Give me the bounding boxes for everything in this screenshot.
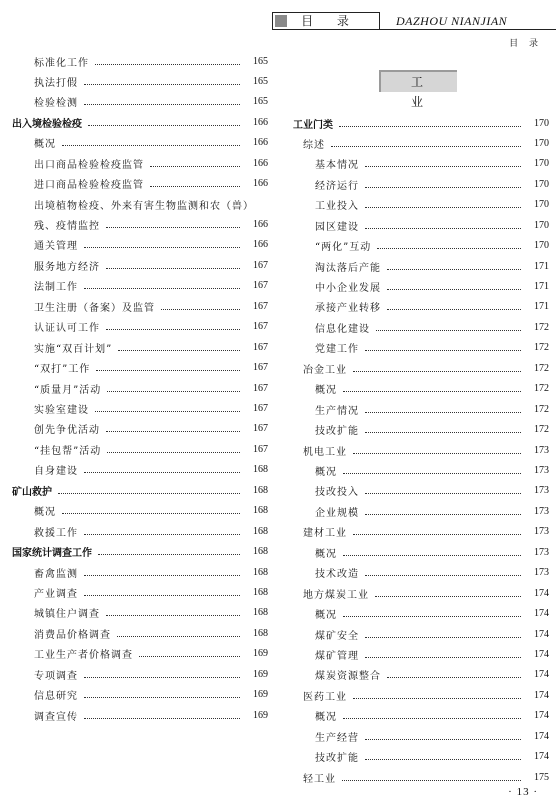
toc-entry — [303, 583, 549, 603]
toc-entry — [34, 235, 268, 255]
dot-leader — [84, 677, 240, 678]
dot-leader — [343, 473, 521, 474]
toc-entry-title: 建材工业 — [303, 528, 347, 540]
toc-entry-page: 167 — [253, 300, 268, 312]
toc-entry-page: 170 — [534, 199, 549, 211]
toc-entry-page: 173 — [534, 464, 549, 476]
toc-entry-title: 标准化工作 — [34, 57, 89, 69]
toc-entry — [315, 747, 549, 767]
dot-leader — [353, 698, 521, 699]
toc-entry — [315, 665, 549, 685]
toc-entry-title: “质量月”活动 — [34, 384, 102, 396]
toc-entry-title: 技改扩能 — [315, 426, 359, 438]
dot-leader — [106, 615, 240, 616]
dot-leader — [150, 186, 240, 187]
toc-entry-page: 166 — [253, 239, 268, 251]
toc-entry — [34, 644, 268, 664]
toc-entry-page: 173 — [534, 444, 549, 456]
toc-entry-page: 165 — [253, 55, 268, 67]
toc-entry-page: 168 — [253, 484, 268, 496]
toc-entry-page: 174 — [534, 608, 549, 620]
toc-entry-page: 172 — [534, 362, 549, 374]
running-header — [272, 12, 556, 30]
toc-entry-page: 173 — [534, 546, 549, 558]
toc-entry — [34, 51, 268, 71]
toc-entry — [34, 398, 268, 418]
toc-entry — [34, 501, 268, 521]
toc-entry-title: 园区建设 — [315, 221, 359, 233]
toc-entry-page: 168 — [253, 525, 268, 537]
dot-leader — [84, 247, 240, 248]
dot-leader — [95, 64, 240, 65]
toc-entry-page: 167 — [253, 341, 268, 353]
toc-entry-page: 169 — [253, 709, 268, 721]
dot-leader — [353, 534, 521, 535]
dot-leader — [106, 329, 240, 330]
toc-entry — [315, 236, 549, 256]
dot-leader — [387, 309, 521, 310]
toc-entry-page: 170 — [534, 117, 549, 129]
toc-entry — [293, 113, 549, 133]
toc-entry-title: 矿山救护 — [12, 486, 52, 498]
toc-entry — [315, 420, 549, 440]
dot-leader — [161, 309, 240, 310]
toc-entry — [315, 379, 549, 399]
header-title-box — [272, 12, 380, 30]
dot-leader — [58, 493, 240, 494]
toc-entry — [34, 92, 268, 112]
toc-entry — [315, 542, 549, 562]
toc-entry-page: 174 — [534, 730, 549, 742]
toc-entry-title: 技术改造 — [315, 569, 359, 581]
toc-entry — [303, 767, 549, 787]
dot-leader — [95, 411, 240, 412]
toc-entry-title: 信息化建设 — [315, 323, 370, 335]
toc-entry — [315, 706, 549, 726]
toc-entry-title: 煤炭资源整合 — [315, 671, 381, 683]
toc-entry-page: 170 — [534, 158, 549, 170]
toc-entry-title: 医药工业 — [303, 691, 347, 703]
toc-entry-title: 概况 — [34, 507, 56, 519]
toc-entry-title: 实施“双百计划” — [34, 343, 113, 355]
toc-entry-title: 煤矿安全 — [315, 630, 359, 642]
toc-entry — [34, 337, 268, 357]
toc-entry-page: 167 — [253, 362, 268, 374]
toc-entry — [34, 215, 268, 235]
dot-leader — [377, 248, 521, 249]
toc-entry-title: 自身建设 — [34, 466, 78, 478]
dot-leader — [84, 575, 240, 576]
toc-entry-title: 基本情况 — [315, 160, 359, 172]
toc-entry-page: 168 — [253, 505, 268, 517]
toc-entry — [34, 133, 268, 153]
toc-entry-title: 救援工作 — [34, 527, 78, 539]
dot-leader — [106, 268, 240, 269]
toc-entry — [315, 399, 549, 419]
dot-leader — [84, 288, 240, 289]
toc-entry-title: 淘汰落后产能 — [315, 262, 381, 274]
dot-leader — [106, 227, 240, 228]
toc-entry-page: 174 — [534, 751, 549, 763]
toc-entry — [315, 154, 549, 174]
toc-entry — [34, 562, 268, 582]
toc-entry-title: 中小企业发展 — [315, 283, 381, 295]
dot-leader — [150, 166, 240, 167]
toc-entry — [34, 71, 268, 91]
toc-entry — [34, 685, 268, 705]
page-number: · 13 · — [508, 786, 538, 798]
toc-entry-page: 168 — [253, 607, 268, 619]
toc-entry-page: 167 — [253, 382, 268, 394]
toc-entry — [34, 276, 268, 296]
dot-leader — [84, 472, 240, 473]
dot-leader — [84, 104, 240, 105]
dot-leader — [96, 370, 240, 371]
toc-entry — [34, 623, 268, 643]
toc-entry — [34, 358, 268, 378]
toc-entry-page: 171 — [534, 301, 549, 313]
toc-entry — [303, 133, 549, 153]
toc-entry-title: 调查宣传 — [34, 711, 78, 723]
dot-leader — [342, 780, 521, 781]
toc-entry-page: 172 — [534, 342, 549, 354]
toc-entry-page: 174 — [534, 587, 549, 599]
toc-entry-page: 172 — [534, 321, 549, 333]
toc-entry — [315, 460, 549, 480]
toc-entry-title: 专项调查 — [34, 670, 78, 682]
toc-entry-page: 167 — [253, 443, 268, 455]
toc-entry — [34, 664, 268, 684]
toc-entry-title: “挂包帮”活动 — [34, 445, 102, 457]
dot-leader — [139, 656, 240, 657]
dot-leader — [365, 514, 521, 515]
toc-entry — [34, 255, 268, 275]
toc-entry-title: 生产情况 — [315, 405, 359, 417]
toc-entry-title: 畜禽监测 — [34, 568, 78, 580]
toc-entry-page: 173 — [534, 567, 549, 579]
toc-entry-page: 170 — [534, 219, 549, 231]
toc-entry — [34, 439, 268, 459]
toc-entry — [34, 153, 268, 173]
toc-entry-page: 165 — [253, 96, 268, 108]
dot-leader — [353, 453, 521, 454]
toc-entry — [315, 726, 549, 746]
toc-entry-title: 概况 — [315, 466, 337, 478]
toc-entry-title: 生产经营 — [315, 732, 359, 744]
toc-entry — [34, 460, 268, 480]
dot-leader — [84, 84, 240, 85]
toc-entry — [315, 481, 549, 501]
toc-entry-title: 概况 — [34, 139, 56, 151]
toc-entry-title: 煤矿管理 — [315, 650, 359, 662]
toc-entry-title: 残、疫情监控 — [34, 221, 100, 233]
toc-entry-title: 概况 — [315, 548, 337, 560]
toc-entry-title: 工业门类 — [293, 119, 333, 131]
toc-entry-page: 168 — [253, 586, 268, 598]
dot-leader — [339, 126, 521, 127]
toc-entry — [315, 215, 549, 235]
toc-entry-page: 169 — [253, 668, 268, 680]
toc-entry-page: 166 — [253, 178, 268, 190]
dot-leader — [365, 228, 521, 229]
toc-entry — [12, 112, 268, 132]
toc-entry-title: “双打”工作 — [34, 364, 91, 376]
dot-leader — [365, 739, 521, 740]
toc-entry-title: 城镇住户调查 — [34, 609, 100, 621]
dot-leader — [84, 595, 240, 596]
dot-leader — [84, 697, 240, 698]
toc-entry-title: 地方煤炭工业 — [303, 589, 369, 601]
toc-entry — [34, 317, 268, 337]
dot-leader — [343, 555, 521, 556]
toc-entry — [34, 194, 268, 214]
toc-entry — [315, 501, 549, 521]
toc-entry-page: 175 — [534, 771, 549, 783]
dot-leader — [387, 269, 521, 270]
toc-entry-title: 产业调查 — [34, 588, 78, 600]
toc-entry-title: 认证认可工作 — [34, 323, 100, 335]
dot-leader — [343, 616, 521, 617]
toc-entry-page: 172 — [534, 424, 549, 436]
dot-leader — [343, 718, 521, 719]
toc-entry-page: 170 — [534, 240, 549, 252]
toc-entry-page: 167 — [253, 321, 268, 333]
toc-entry — [315, 624, 549, 644]
toc-entry-title: 法制工作 — [34, 282, 78, 294]
toc-entry-title: 进口商品检验检疫监管 — [34, 180, 144, 192]
toc-entry-title: 承接产业转移 — [315, 303, 381, 315]
toc-entry-title: 卫生注册（备案）及监管 — [34, 302, 155, 314]
header-sub-label: 目 录 — [509, 39, 542, 49]
toc-entry — [315, 174, 549, 194]
toc-entry-page: 172 — [534, 403, 549, 415]
toc-entry — [303, 440, 549, 460]
toc-entry-page: 173 — [534, 526, 549, 538]
toc-entry — [34, 174, 268, 194]
toc-entry-title: 概况 — [315, 712, 337, 724]
dot-leader — [84, 534, 240, 535]
dot-leader — [375, 596, 521, 597]
toc-entry-page: 170 — [534, 178, 549, 190]
toc-entry — [34, 705, 268, 725]
toc-entry-page: 167 — [253, 280, 268, 292]
dot-leader — [84, 718, 240, 719]
toc-entry-page: 168 — [253, 566, 268, 578]
toc-entry-page: 171 — [534, 281, 549, 293]
toc-entry-page: 170 — [534, 137, 549, 149]
toc-entry — [315, 297, 549, 317]
toc-entry — [315, 317, 549, 337]
dot-leader — [365, 432, 521, 433]
toc-entry-page: 168 — [253, 546, 268, 558]
toc-entry — [12, 480, 268, 500]
toc-entry-page: 169 — [253, 689, 268, 701]
dot-leader — [365, 166, 521, 167]
dot-leader — [365, 657, 521, 658]
dot-leader — [117, 636, 240, 637]
toc-entry-page: 166 — [253, 157, 268, 169]
dot-leader — [331, 146, 521, 147]
toc-entry-title: 出入境检验检疫 — [12, 118, 82, 130]
toc-entry-page: 174 — [534, 710, 549, 722]
toc-entry-title: 技改投入 — [315, 487, 359, 499]
dot-leader — [106, 431, 240, 432]
dot-leader — [365, 412, 521, 413]
toc-entry-page: 174 — [534, 669, 549, 681]
toc-entry-title: 实验室建设 — [34, 404, 89, 416]
toc-entry — [315, 277, 549, 297]
dot-leader — [343, 391, 521, 392]
dot-leader — [365, 350, 521, 351]
header-title-en: DAZHOU NIANJIAN — [396, 14, 508, 28]
toc-entry-title: 企业规模 — [315, 507, 359, 519]
toc-entry-title: 信息研究 — [34, 691, 78, 703]
toc-entry-page: 172 — [534, 383, 549, 395]
toc-entry-page: 168 — [253, 627, 268, 639]
toc-entry-page: 174 — [534, 648, 549, 660]
toc-entry-title: 经济运行 — [315, 180, 359, 192]
toc-entry — [12, 542, 268, 562]
header-title: 目 录 — [301, 14, 359, 28]
toc-entry — [34, 603, 268, 623]
toc-entry-title: 创先争优活动 — [34, 425, 100, 437]
toc-entry — [315, 563, 549, 583]
toc-entry-title: 消费品价格调查 — [34, 629, 111, 641]
toc-entry — [315, 256, 549, 276]
dot-leader — [365, 575, 521, 576]
toc-entry-page: 171 — [534, 260, 549, 272]
dot-leader — [365, 207, 521, 208]
dot-leader — [62, 513, 240, 514]
toc-entry — [315, 338, 549, 358]
toc-entry-title: 服务地方经济 — [34, 261, 100, 273]
toc-entry — [303, 358, 549, 378]
toc-entry-title: 概况 — [315, 610, 337, 622]
header-rule — [380, 29, 556, 30]
toc-entry-title: 工业生产者价格调查 — [34, 650, 133, 662]
toc-entry-title: 出境植物检疫、外来有害生物监测和农（兽） — [34, 200, 254, 212]
toc-entry-page: 166 — [253, 116, 268, 128]
dot-leader — [88, 125, 240, 126]
toc-entry-page: 167 — [253, 402, 268, 414]
dot-leader — [98, 554, 240, 555]
dot-leader — [365, 187, 521, 188]
dot-leader — [387, 677, 521, 678]
dot-leader — [365, 759, 521, 760]
toc-entry-title: 执法打假 — [34, 77, 78, 89]
toc-entry — [34, 521, 268, 541]
toc-entry-page: 174 — [534, 689, 549, 701]
toc-entry-page: 169 — [253, 648, 268, 660]
toc-entry-page: 173 — [534, 505, 549, 517]
toc-entry — [303, 685, 549, 705]
toc-entry-title: 技改扩能 — [315, 753, 359, 765]
toc-entry — [315, 195, 549, 215]
toc-entry — [34, 582, 268, 602]
toc-entry-title: 冶金工业 — [303, 364, 347, 376]
toc-entry — [315, 604, 549, 624]
toc-entry-title: 轻工业 — [303, 773, 336, 785]
dot-leader — [365, 493, 521, 494]
dot-leader — [107, 391, 240, 392]
toc-entry — [34, 378, 268, 398]
dot-leader — [353, 371, 521, 372]
dot-leader — [387, 289, 521, 290]
toc-entry — [303, 522, 549, 542]
dot-leader — [118, 350, 240, 351]
section-heading: 工 业 — [379, 70, 457, 92]
toc-entry-title: 机电工业 — [303, 446, 347, 458]
toc-entry-title: 通关管理 — [34, 241, 78, 253]
toc-entry-page: 166 — [253, 137, 268, 149]
toc-entry-title: 概况 — [315, 385, 337, 397]
toc-entry-page: 167 — [253, 423, 268, 435]
toc-entry — [34, 296, 268, 316]
toc-entry-title: 工业投入 — [315, 201, 359, 213]
toc-entry-page: 167 — [253, 259, 268, 271]
dot-leader — [365, 637, 521, 638]
toc-entry-page: 166 — [253, 219, 268, 231]
toc-entry-page: 165 — [253, 75, 268, 87]
toc-entry-title: 检验检测 — [34, 98, 78, 110]
dot-leader — [62, 145, 240, 146]
toc-entry-title: “两化”互动 — [315, 242, 372, 254]
toc-entry-page: 174 — [534, 628, 549, 640]
toc-entry-title: 综述 — [303, 139, 325, 151]
toc-entry-page: 168 — [253, 464, 268, 476]
toc-entry-title: 出口商品检验检疫监管 — [34, 159, 144, 171]
dot-leader — [107, 452, 240, 453]
toc-entry-page: 173 — [534, 485, 549, 497]
toc-entry — [34, 419, 268, 439]
toc-entry-title: 党建工作 — [315, 344, 359, 356]
dot-leader — [376, 330, 521, 331]
toc-entry-title: 国家统计调查工作 — [12, 548, 92, 560]
toc-entry — [315, 644, 549, 664]
